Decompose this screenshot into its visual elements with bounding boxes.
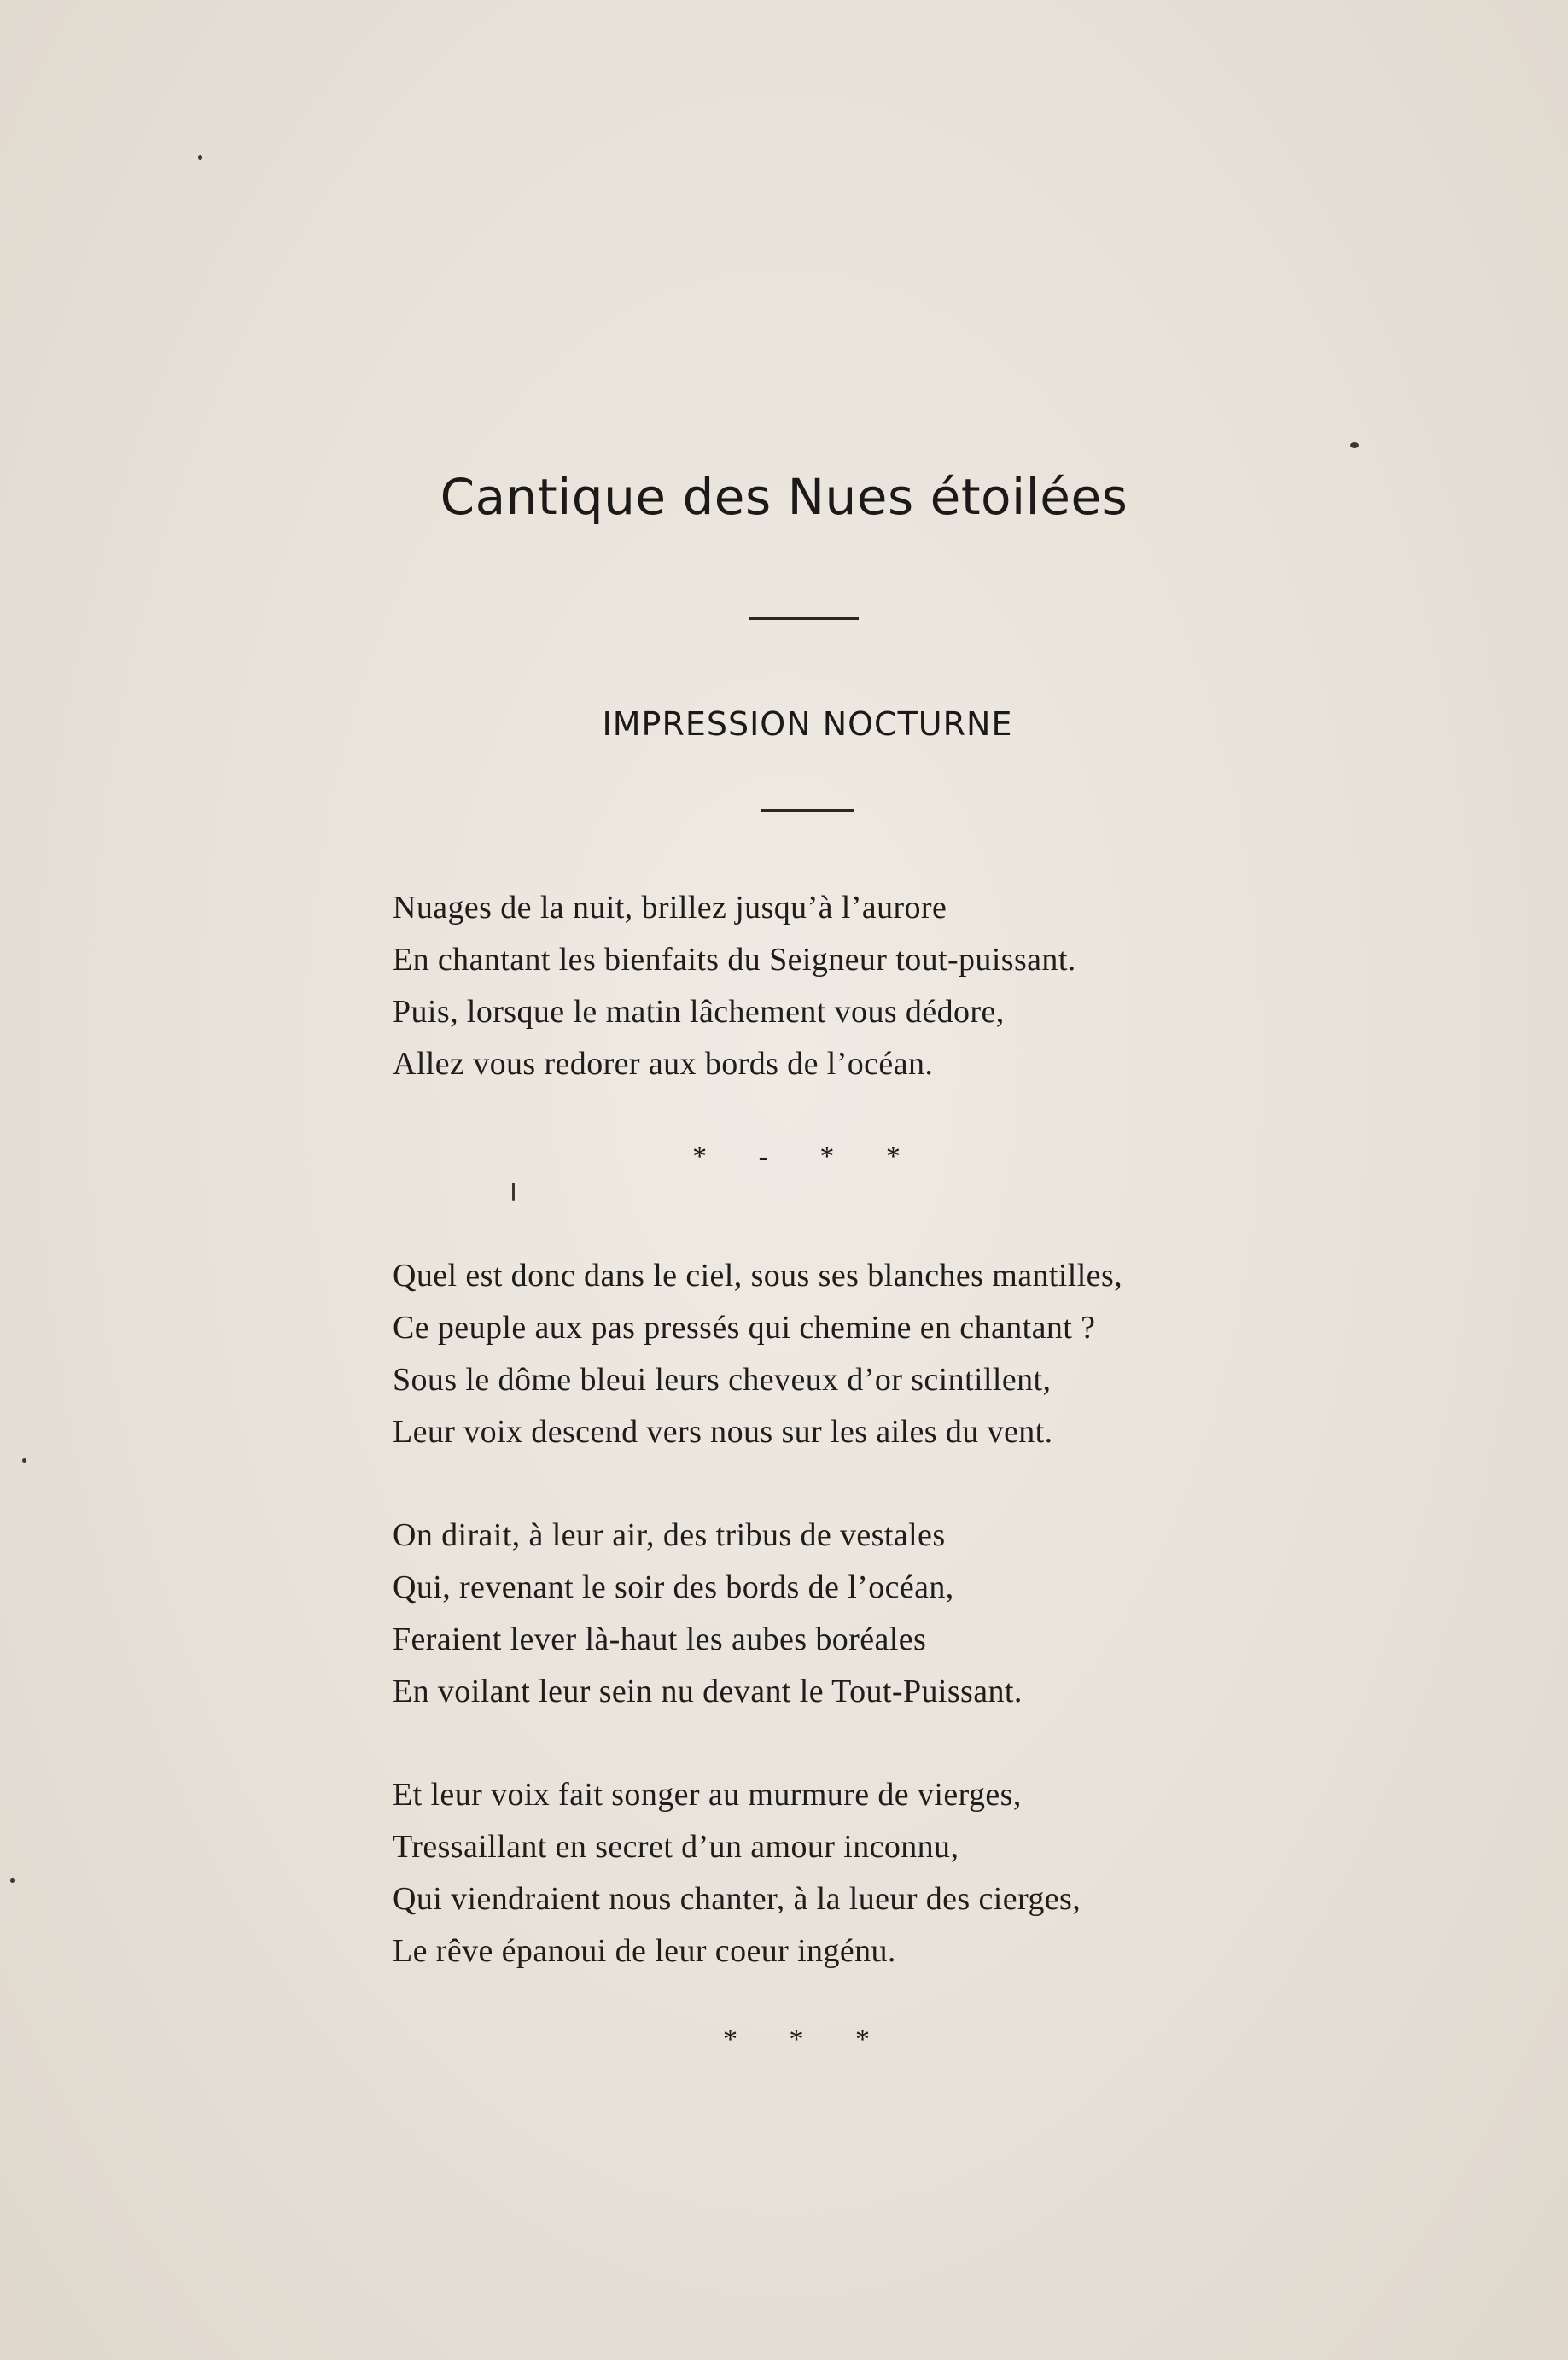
- paper-speck: [512, 1183, 515, 1201]
- verse-line: On dirait, à leur air, des tribus de vestales: [393, 1517, 946, 1553]
- verse-line: Qui, revenant le soir des bords de l’océan,: [393, 1569, 954, 1605]
- verse-line: Tressaillant en secret d’un amour inconnu,: [393, 1829, 959, 1865]
- verse-line: En chantant les bienfaits du Seigneur tout-puissant.: [393, 942, 1076, 978]
- verse-line: Feraient lever là-haut les aubes boréales: [393, 1621, 927, 1657]
- title-rule: [749, 617, 859, 620]
- paper-speck: [1350, 442, 1359, 448]
- section-separator: * - * *: [692, 1141, 923, 1172]
- verse-line: Le rêve épanoui de leur coeur ingénu.: [393, 1933, 896, 1969]
- verse-line: Leur voix descend vers nous sur les ailes du vent.: [393, 1414, 1053, 1450]
- verse-line: Qui viendraient nous chanter, à la lueur des cierges,: [393, 1881, 1081, 1917]
- poem-title: Cantique des Nues étoilées: [440, 468, 1128, 526]
- stanza-4: [393, 1769, 1366, 1977]
- verse-line: Puis, lorsque le matin lâchement vous dédore,: [393, 994, 1005, 1030]
- stanza-3: [393, 1510, 1366, 1718]
- subtitle-rule: [761, 809, 854, 812]
- verse-line: Nuages de la nuit, brillez jusqu’à l’aurore: [393, 890, 947, 926]
- stanza-1: [393, 882, 1366, 1090]
- poem-subtitle: IMPRESSION NOCTURNE: [602, 705, 1013, 743]
- paper-speck: [10, 1878, 15, 1883]
- verse-line: Allez vous redorer aux bords de l’océan.: [393, 1046, 934, 1082]
- section-separator: * * *: [723, 2024, 892, 2055]
- verse-line: Quel est donc dans le ciel, sous ses blanches mantilles,: [393, 1258, 1123, 1294]
- paper-speck: [22, 1458, 26, 1463]
- verse-line: En voilant leur sein nu devant le Tout-Puissant.: [393, 1674, 1023, 1709]
- verse-line: Et leur voix fait songer au murmure de vierges,: [393, 1777, 1022, 1813]
- verse-line: Ce peuple aux pas pressés qui chemine en chantant ?: [393, 1310, 1096, 1346]
- paper-speck: [198, 155, 202, 160]
- verse-line: Sous le dôme bleui leurs cheveux d’or scintillent,: [393, 1362, 1052, 1398]
- stanza-2: [393, 1250, 1366, 1458]
